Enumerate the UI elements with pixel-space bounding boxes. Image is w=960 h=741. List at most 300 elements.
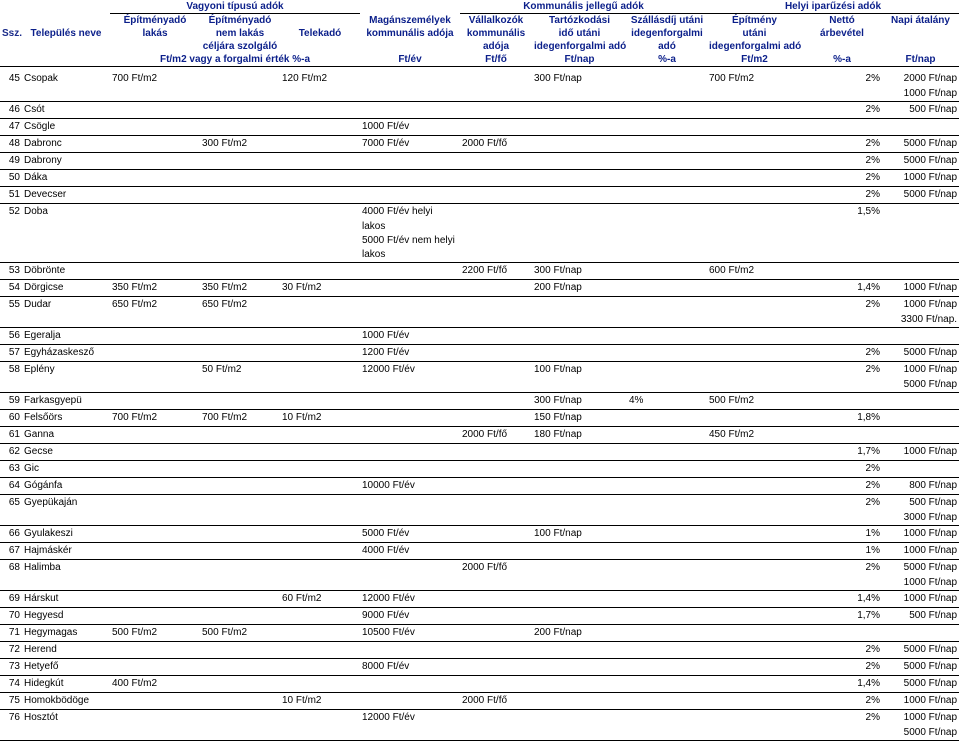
cell-c6: [460, 119, 532, 136]
cell-c3: [200, 676, 280, 693]
header-col-7-line-3: idegenforgalmi adó: [534, 41, 627, 52]
cell-c6: 2000 Ft/fő: [460, 427, 532, 444]
settlement-name: Dudar: [24, 299, 52, 310]
settlement-name: Hosztót: [24, 712, 58, 723]
settlement-name: Gyulakeszi: [22, 526, 110, 543]
cell-c6: [460, 102, 532, 119]
cell-c4: [280, 543, 360, 560]
row-number: 49: [0, 153, 22, 170]
cell-c10: 2%: [802, 153, 882, 170]
cell-c11: 5000 Ft/nap: [882, 676, 959, 693]
cell-c2: [110, 136, 200, 153]
cell-c11-continued: 1000 Ft/nap: [882, 576, 959, 591]
settlement-name: Felsőörs: [22, 410, 110, 427]
table-row-continuation: [0, 726, 959, 741]
table-row: [0, 625, 959, 642]
empty-cell: [882, 234, 959, 248]
cell-c11: [882, 328, 959, 345]
cell-c4: [280, 560, 360, 577]
cell-c10: 2%: [865, 712, 880, 723]
unit-col-9: Ft/m2: [707, 53, 802, 67]
cell-c9: [707, 478, 802, 495]
table-row: [0, 263, 959, 280]
empty-cell: [882, 248, 959, 263]
table-row: [0, 136, 959, 153]
cell-c5-continued: 5000 Ft/év nem helyi: [362, 235, 455, 246]
empty-cell: [200, 313, 280, 328]
cell-c4: [280, 676, 360, 693]
cell-c3: [200, 204, 280, 221]
settlement-name: Döbrönte: [22, 263, 110, 280]
header-col-1-line-3: [22, 40, 110, 53]
table-row: [0, 204, 959, 221]
cell-c9: [707, 153, 802, 170]
cell-c4: [280, 478, 360, 495]
cell-c11: 5000 Ft/nap: [903, 562, 958, 573]
cell-c3: [200, 710, 280, 727]
table-row: [0, 591, 959, 608]
cell-c6: [460, 71, 532, 87]
row-number: 75: [0, 693, 22, 710]
cell-c4: 10 Ft/m2: [280, 410, 360, 427]
header-row-1: [0, 14, 959, 28]
cell-c4: 120 Ft/m2: [282, 73, 328, 84]
cell-c6: [460, 478, 532, 495]
cell-c8: [627, 71, 707, 87]
empty-cell: [802, 220, 882, 234]
table-row: [0, 693, 959, 710]
empty-cell: [627, 511, 707, 526]
table-row: [0, 427, 959, 444]
header-col-6-line-1: Vállalkozók: [460, 14, 532, 28]
settlement-name: Hárskut: [22, 591, 110, 608]
row-number: 61: [0, 427, 22, 444]
cell-c2: [110, 591, 200, 608]
cell-c2: [110, 427, 200, 444]
empty-cell: [360, 378, 460, 393]
cell-c7: [532, 204, 627, 221]
cell-c7: [532, 187, 627, 204]
cell-c7: [532, 461, 627, 478]
cell-c3: [200, 659, 280, 676]
cell-c7: [532, 119, 627, 136]
cell-c10: 2%: [802, 693, 882, 710]
empty-cell: [0, 234, 22, 248]
cell-c6: 2000 Ft/fő: [462, 562, 508, 573]
row-number: 56: [0, 328, 22, 345]
cell-c7: 200 Ft/nap: [532, 625, 627, 642]
cell-c7: [532, 102, 627, 119]
row-number: 67: [0, 543, 22, 560]
empty-cell: [460, 87, 532, 102]
empty-cell: [22, 87, 110, 102]
cell-c6: [460, 659, 532, 676]
table-row: [0, 297, 959, 314]
header-col-5-line-1: Magánszemélyek: [360, 14, 460, 28]
cell-c5: 10000 Ft/év: [360, 478, 460, 495]
cell-c5: [360, 102, 460, 119]
cell-c11: 500 Ft/nap: [909, 497, 958, 508]
cell-c11: [882, 119, 959, 136]
header-col-11-line-1: Napi átalány: [882, 14, 959, 28]
table-row-continuation: [0, 220, 959, 234]
header-col-3-line-3: céljára szolgáló: [200, 40, 280, 53]
header-col-10-line-2: árbevétel: [802, 27, 882, 40]
cell-c8: [627, 543, 707, 560]
cell-c9: 700 Ft/m2: [709, 73, 755, 84]
cell-c3: [200, 187, 280, 204]
row-number: 60: [0, 410, 22, 427]
cell-c8: [627, 170, 707, 187]
row-number: 70: [0, 608, 22, 625]
row-number: 47: [0, 119, 22, 136]
settlement-name: Csögle: [22, 119, 110, 136]
cell-c6: [460, 526, 532, 543]
cell-c10: 2%: [865, 364, 880, 375]
empty-cell: [0, 576, 22, 591]
table-row-continuation: [0, 378, 959, 393]
row-number: 45: [8, 73, 20, 84]
cell-c10: 2%: [802, 102, 882, 119]
cell-c6: [460, 187, 532, 204]
row-number: 46: [0, 102, 22, 119]
row-number: 51: [0, 187, 22, 204]
cell-c11: 5000 Ft/nap: [882, 153, 959, 170]
table-row: [0, 659, 959, 676]
cell-c10: 2%: [802, 187, 882, 204]
cell-c6: [460, 710, 532, 727]
cell-c9: [707, 297, 802, 314]
cell-c10: 1,4%: [802, 676, 882, 693]
cell-c9: [707, 280, 802, 297]
cell-c11: 1000 Ft/nap: [903, 364, 958, 375]
empty-cell: [0, 248, 22, 263]
cell-c8: [627, 153, 707, 170]
empty-cell: [707, 511, 802, 526]
cell-c3: 300 Ft/m2: [200, 136, 280, 153]
empty-cell: [360, 87, 460, 102]
empty-cell: [460, 234, 532, 248]
cell-c5: 12000 Ft/év: [362, 364, 415, 375]
table-row: [0, 461, 959, 478]
cell-c10: 2%: [865, 562, 880, 573]
settlement-name: Homokbödöge: [22, 693, 110, 710]
header-unit-row: [0, 53, 959, 67]
group-vagyoni: Vagyoni típusú adók: [110, 0, 360, 14]
table-row: [0, 676, 959, 693]
cell-c11: 5000 Ft/nap: [882, 659, 959, 676]
settlement-name: Gógánfa: [22, 478, 110, 495]
cell-c7: [532, 328, 627, 345]
cell-c8: [627, 495, 707, 512]
table-row: [0, 710, 959, 727]
header-col-7-line-1: Tartózkodási: [532, 14, 627, 28]
cell-c4: [280, 345, 360, 362]
unit-col-8: %-a: [627, 53, 707, 67]
cell-c4: [280, 362, 360, 379]
cell-c8: [627, 478, 707, 495]
settlement-name: Gecse: [22, 444, 110, 461]
empty-cell: [280, 220, 360, 234]
empty-cell: [460, 511, 532, 526]
cell-c10: 2%: [802, 642, 882, 659]
cell-c11: [882, 263, 959, 280]
cell-c11: 5000 Ft/nap: [882, 136, 959, 153]
empty-cell: [460, 576, 532, 591]
cell-c7: [532, 495, 627, 512]
cell-c5: [360, 410, 460, 427]
cell-c11: 1000 Ft/nap: [903, 712, 958, 723]
cell-c4: [280, 526, 360, 543]
row-number: 69: [0, 591, 22, 608]
settlement-name: Hajmáskér: [22, 543, 110, 560]
cell-c2: [110, 693, 200, 710]
table-row: [0, 608, 959, 625]
empty-cell: [280, 234, 360, 248]
empty-cell: [22, 511, 110, 526]
empty-cell: [460, 313, 532, 328]
cell-c2: [110, 102, 200, 119]
row-number: 55: [8, 299, 20, 310]
cell-c9: [707, 362, 802, 379]
table-row: [0, 526, 959, 543]
cell-c2: [110, 659, 200, 676]
cell-c3: 350 Ft/m2: [200, 280, 280, 297]
empty-cell: [110, 220, 200, 234]
unit-col-10: %-a: [802, 53, 882, 67]
cell-c8: [627, 710, 707, 727]
empty-cell: [532, 378, 627, 393]
cell-c9: [707, 495, 802, 512]
header-col-4-line-1: [280, 14, 360, 28]
empty-cell: [627, 87, 707, 102]
cell-c7: [532, 710, 627, 727]
cell-c6: [460, 591, 532, 608]
cell-c5: [360, 560, 460, 577]
cell-c5: [360, 71, 460, 87]
cell-c5: [360, 393, 460, 410]
cell-c4: [280, 102, 360, 119]
header-col-3-line-2: nem lakás: [200, 27, 280, 40]
cell-c10: 1%: [802, 526, 882, 543]
header-col-5-line-2: kommunális adója: [360, 27, 460, 40]
cell-c6: [460, 170, 532, 187]
row-number: 59: [0, 393, 22, 410]
cell-c3: [200, 153, 280, 170]
empty-cell: [360, 576, 460, 591]
cell-c9: [707, 328, 802, 345]
table-row-continuation: [0, 87, 959, 102]
empty-cell: [707, 313, 802, 328]
empty-cell: [532, 511, 627, 526]
empty-cell: [200, 220, 280, 234]
table-row: [0, 153, 959, 170]
cell-c3: [200, 444, 280, 461]
cell-c2: [110, 478, 200, 495]
cell-c11-continued: 3300 Ft/nap.: [882, 313, 959, 328]
header-col-1-line-2: Település neve: [22, 27, 110, 40]
header-col-0-line-2: Ssz.: [2, 28, 22, 39]
cell-c5-continued: lakos: [362, 221, 386, 232]
cell-c6: 2200 Ft/fő: [460, 263, 532, 280]
empty-cell: [200, 576, 280, 591]
cell-c4: 60 Ft/m2: [280, 591, 360, 608]
cell-c8: 4%: [627, 393, 707, 410]
empty-cell: [0, 87, 22, 102]
cell-c2: 400 Ft/m2: [110, 676, 200, 693]
cell-c2: [110, 153, 200, 170]
row-number: 48: [0, 136, 22, 153]
cell-c11: 1000 Ft/nap: [882, 170, 959, 187]
settlement-name: Farkasgyepü: [22, 393, 110, 410]
row-number: 68: [8, 562, 20, 573]
empty-cell: [460, 248, 532, 263]
table-row: [0, 102, 959, 119]
cell-c8: [627, 625, 707, 642]
header-col-6-line-2: kommunális: [460, 27, 532, 40]
cell-c2: 350 Ft/m2: [110, 280, 200, 297]
cell-c5: [360, 427, 460, 444]
cell-c7: 100 Ft/nap: [534, 364, 582, 375]
cell-c10: [802, 328, 882, 345]
cell-c5: 7000 Ft/év: [360, 136, 460, 153]
cell-c9: [707, 560, 802, 577]
empty-cell: [532, 234, 627, 248]
cell-c9: [707, 625, 802, 642]
cell-c5: [360, 676, 460, 693]
cell-c8: [627, 280, 707, 297]
cell-c7: [532, 659, 627, 676]
empty-cell: [532, 220, 627, 234]
header-col-11-line-3: [882, 40, 959, 53]
empty-cell: [802, 576, 882, 591]
cell-c8: [627, 102, 707, 119]
cell-c11: [882, 625, 959, 642]
header-col-2-line-3: [110, 40, 200, 53]
cell-c4: [280, 119, 360, 136]
unit-col-6: Ft/fő: [460, 53, 532, 67]
empty-cell: [0, 378, 22, 393]
cell-c9: [707, 444, 802, 461]
empty-cell: [110, 511, 200, 526]
cell-c7: [532, 444, 627, 461]
settlement-name: Csopak: [24, 73, 58, 84]
cell-c7: [532, 676, 627, 693]
group-ipar: Helyi iparűzési adók: [707, 0, 959, 14]
empty-cell: [110, 378, 200, 393]
cell-c2: [110, 543, 200, 560]
cell-c4: [280, 495, 360, 512]
cell-c8: [627, 659, 707, 676]
empty-cell: [280, 87, 360, 102]
row-number: 72: [0, 642, 22, 659]
cell-c2: [110, 710, 200, 727]
cell-c4: [280, 427, 360, 444]
cell-c9: [707, 187, 802, 204]
empty-cell: [280, 511, 360, 526]
row-number: 65: [8, 497, 20, 508]
cell-c7: [532, 297, 627, 314]
cell-c8: [627, 560, 707, 577]
cell-c4: [280, 187, 360, 204]
empty-cell: [200, 378, 280, 393]
settlement-name: Egyházaskesző: [22, 345, 110, 362]
empty-cell: [707, 576, 802, 591]
cell-c9: [707, 102, 802, 119]
header-col-10-line-1: Nettó: [802, 14, 882, 28]
settlement-name: Dabrony: [22, 153, 110, 170]
cell-c2: [110, 345, 200, 362]
cell-c9: [707, 136, 802, 153]
settlement-name: Dörgicse: [22, 280, 110, 297]
cell-c11: 1000 Ft/nap: [882, 543, 959, 560]
cell-c11: 5000 Ft/nap: [882, 345, 959, 362]
empty-cell: [110, 234, 200, 248]
settlement-name: Eplény: [24, 364, 55, 375]
cell-c11: [882, 427, 959, 444]
table-row: [0, 280, 959, 297]
cell-c6: [460, 608, 532, 625]
cell-c10: 2%: [802, 136, 882, 153]
cell-c7: 300 Ft/nap: [532, 393, 627, 410]
settlement-name: Devecser: [22, 187, 110, 204]
cell-c3: [200, 170, 280, 187]
table-header: [0, 0, 959, 67]
cell-c4: [280, 608, 360, 625]
row-number: 53: [0, 263, 22, 280]
cell-c7: 100 Ft/nap: [532, 526, 627, 543]
empty-cell: [22, 313, 110, 328]
cell-c4: [280, 710, 360, 727]
cell-c11: 5000 Ft/nap: [882, 187, 959, 204]
cell-c8: [627, 204, 707, 221]
cell-c2: [110, 393, 200, 410]
cell-c10: [802, 625, 882, 642]
cell-c3: [200, 263, 280, 280]
row-number: 73: [0, 659, 22, 676]
cell-c8: [627, 263, 707, 280]
empty-cell: [22, 576, 110, 591]
cell-c5: 12000 Ft/év: [360, 591, 460, 608]
cell-c10: 1,7%: [802, 608, 882, 625]
cell-c3: 50 Ft/m2: [202, 364, 242, 375]
cell-c11-continued: 3000 Ft/nap: [882, 511, 959, 526]
cell-c9: [707, 526, 802, 543]
cell-c3: [200, 393, 280, 410]
cell-c4: [280, 170, 360, 187]
empty-cell: [882, 220, 959, 234]
empty-cell: [360, 726, 460, 741]
table-row-continuation: [0, 248, 959, 263]
header-group-row: [0, 0, 959, 14]
header-col-7-line-2: idő utáni: [532, 27, 627, 40]
table-row: [0, 478, 959, 495]
cell-c8: [627, 642, 707, 659]
settlement-name: Dáka: [22, 170, 110, 187]
empty-cell: [460, 220, 532, 234]
empty-cell: [200, 87, 280, 102]
empty-cell: [627, 234, 707, 248]
empty-cell: [22, 248, 110, 263]
empty-cell: [627, 378, 707, 393]
empty-cell: [200, 726, 280, 741]
cell-c6: [460, 393, 532, 410]
cell-c5: [360, 263, 460, 280]
cell-c2: 700 Ft/m2: [110, 410, 200, 427]
cell-c8: [627, 461, 707, 478]
cell-c6: [460, 328, 532, 345]
cell-c9: [707, 693, 802, 710]
